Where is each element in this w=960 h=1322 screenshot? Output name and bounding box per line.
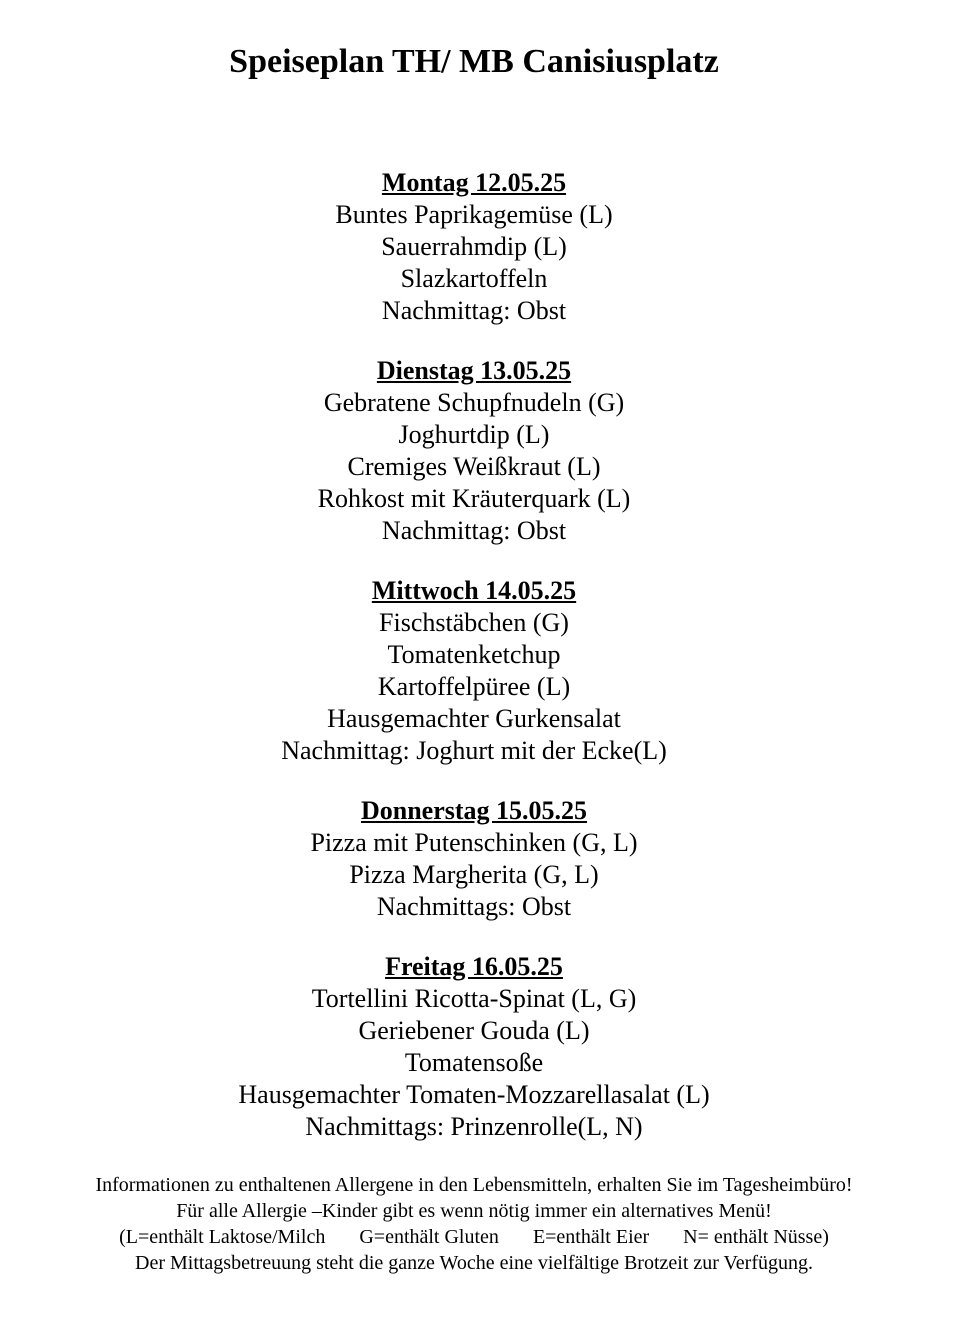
day-wednesday [0, 575, 948, 767]
dish: Geriebener Gouda (L) [358, 1016, 590, 1045]
dish: Tomatensoße [404, 1048, 544, 1077]
dish: Cremiges Weißkraut (L) [347, 452, 601, 481]
allergen-info-text: Informationen zu enthaltenen Allergene in den Lebensmitteln, erhalten Sie im Tagesheimbüro! [95, 1174, 853, 1196]
allergen-legend [0, 1224, 948, 1250]
afternoon-snack: Nachmittag: Joghurt mit der Ecke(L) [281, 736, 667, 765]
legend-gluten: G=enthält Gluten [359, 1226, 499, 1248]
allergy-footer [0, 1172, 948, 1276]
dish: Tortellini Ricotta-Spinat (L, G) [311, 984, 637, 1013]
day-heading: Donnerstag 15.05.25 [360, 796, 588, 825]
dish: Sauerrahmdip (L) [381, 232, 567, 261]
brotzeit-text: Der Mittagsbetreuung steht die ganze Woche eine vielfältige Brotzeit zur Verfügung. [135, 1252, 813, 1274]
day-heading: Mittwoch 14.05.25 [371, 576, 577, 605]
afternoon-snack: Nachmittag: Obst [381, 516, 567, 545]
day-thursday [0, 795, 948, 923]
day-heading: Dienstag 13.05.25 [376, 356, 572, 385]
dish: Pizza mit Putenschinken (G, L) [310, 828, 638, 857]
dish: Hausgemachter Tomaten-Mozzarellasalat (L) [238, 1080, 710, 1109]
dish: Tomatenketchup [387, 640, 561, 669]
allergy-alternative-text: Für alle Allergie –Kinder gibt es wenn nötig immer ein alternatives Menü! [176, 1200, 772, 1222]
dish: Gebratene Schupfnudeln (G) [323, 388, 625, 417]
dish: Buntes Paprikagemüse (L) [335, 200, 613, 229]
afternoon-snack: Nachmittags: Prinzenrolle(L, N) [305, 1112, 643, 1141]
dish: Slazkartoffeln [400, 264, 548, 293]
day-heading: Montag 12.05.25 [381, 168, 567, 197]
dish: Fischstäbchen (G) [379, 608, 569, 637]
legend-lactose: (L=enthält Laktose/Milch [119, 1226, 326, 1248]
dish: Joghurtdip (L) [398, 420, 550, 449]
dish: Pizza Margherita (G, L) [349, 860, 599, 889]
day-friday [0, 951, 948, 1143]
weekly-menu [0, 167, 948, 1171]
dish: Hausgemachter Gurkensalat [327, 704, 621, 733]
afternoon-snack: Nachmittags: Obst [376, 892, 572, 921]
day-heading: Freitag 16.05.25 [385, 952, 563, 981]
dish: Kartoffelpüree (L) [377, 672, 571, 701]
dish: Rohkost mit Kräuterquark (L) [317, 484, 631, 513]
legend-eggs: E=enthält Eier [532, 1226, 650, 1248]
afternoon-snack: Nachmittag: Obst [381, 296, 567, 325]
legend-nuts: N= enthält Nüsse) [683, 1226, 829, 1248]
page-title: Speiseplan TH/ MB Canisiusplatz [229, 43, 719, 80]
day-monday [0, 167, 948, 327]
day-tuesday [0, 355, 948, 547]
